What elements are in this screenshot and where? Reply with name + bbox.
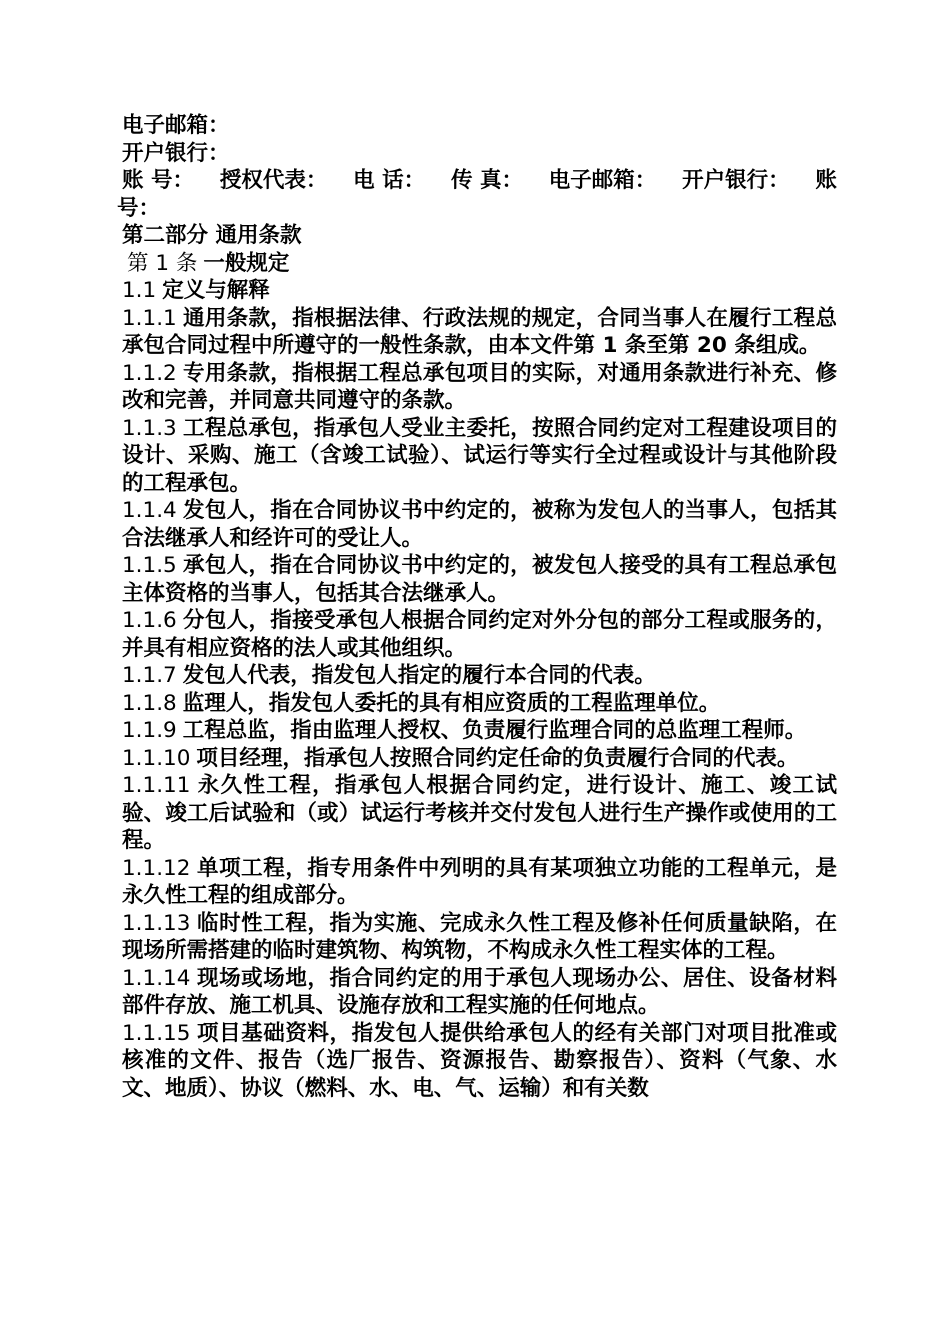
contact-fields-row bbox=[117, 167, 837, 195]
clause-item bbox=[117, 745, 837, 773]
part-title: 第二部分 通用条款 bbox=[122, 223, 302, 248]
bank-label-2: 开户银行： bbox=[682, 168, 790, 193]
clause-text: 现场或场地，指合同约定的用于承包人现场办公、居住、设备材料部件存放、施工机具、设施存放和工程实施的任何地点。 bbox=[122, 965, 837, 1018]
clause-item bbox=[117, 662, 837, 690]
clause-item bbox=[117, 855, 837, 910]
clause-number: 1.1.15 bbox=[122, 1020, 191, 1046]
authorized-rep-label: 授权代表： bbox=[219, 168, 328, 193]
section-title: 定义与解释 bbox=[162, 278, 270, 303]
clause-number: 1.1.12 bbox=[122, 855, 191, 881]
article-number: 第 1 条 bbox=[127, 250, 198, 276]
article-heading bbox=[117, 250, 837, 278]
clause-text: 单项工程，指专用条件中列明的具有某项独立功能的工程单元，是永久性工程的组成部分。 bbox=[122, 855, 837, 908]
clause-number: 1.1.10 bbox=[122, 745, 191, 771]
clause-text: 项目基础资料，指发包人提供给承包人的经有关部门对项目批准或核准的文件、报告（选厂报告、资源报告、勘察报告）、资料（气象、水文、地质）、协议（燃料、水、电、气、运输）和有关数 bbox=[122, 1020, 837, 1101]
clause-item bbox=[117, 552, 837, 607]
clause-text: 承包人，指在合同协议书中约定的，被发包人接受的具有工程总承包主体资格的当事人，包括其合法继承人。 bbox=[122, 553, 837, 606]
clause-item bbox=[117, 360, 837, 415]
clause-item bbox=[117, 690, 837, 718]
account-label-2: 账 bbox=[815, 168, 837, 193]
clause-text: 分包人，指接受承包人根据合同约定对外分包的部分工程或服务的，并具有相应资格的法人或其他组织。 bbox=[122, 608, 837, 661]
clause-number: 1.1.8 bbox=[122, 690, 177, 716]
clause-number: 1.1.6 bbox=[122, 608, 177, 633]
clause-item bbox=[117, 1020, 837, 1103]
clause-text: 项目经理，指承包人按照合同约定任命的负责履行合同的代表。 bbox=[196, 745, 799, 771]
clause-item bbox=[117, 607, 837, 662]
clause-item bbox=[117, 305, 837, 360]
article-title: 一般规定 bbox=[203, 250, 290, 276]
clause-text: 发包人，指在合同协议书中约定的，被称为发包人的当事人，包括其合法继承人和经许可的受让人。 bbox=[122, 498, 837, 551]
clause-number: 1.1.5 bbox=[122, 553, 177, 578]
clause-number: 1.1.11 bbox=[122, 773, 191, 798]
email-label: 电子邮箱： bbox=[122, 113, 230, 138]
section-number: 1.1 bbox=[122, 278, 157, 303]
clause-item bbox=[117, 717, 837, 745]
bank-label: 开户银行： bbox=[122, 140, 230, 166]
clause-number: 1.1.7 bbox=[122, 663, 177, 688]
fax-label: 传 真： bbox=[450, 168, 523, 193]
clause-text: 通用条款，指根据法律、行政法规的规定，合同当事人在履行工程总承包合同过程中所遵守的一般性条款，由本文件第 1 条至第 20 条组成。 bbox=[122, 305, 837, 358]
clause-item bbox=[117, 772, 837, 855]
clause-item bbox=[117, 965, 837, 1020]
clause-text: 专用条款，指根据工程总承包项目的实际，对通用条款进行补充、修改和完善，并同意共同遵守的条款。 bbox=[122, 360, 837, 413]
clause-text: 发包人代表，指发包人指定的履行本合同的代表。 bbox=[182, 663, 656, 688]
clause-text: 工程总承包，指承包人受业主委托，按照合同约定对工程建设项目的设计、采购、施工（含竣工试验）、试运行等实行全过程或设计与其他阶段的工程承包。 bbox=[122, 415, 837, 496]
clause-text: 永久性工程，指承包人根据合同约定，进行设计、施工、竣工试验、竣工后试验和（或）试运行考核并交付发包人进行生产操作或使用的工程。 bbox=[122, 773, 837, 853]
clause-number: 1.1.4 bbox=[122, 498, 177, 523]
clause-item bbox=[117, 910, 837, 965]
account-label: 账 号： bbox=[122, 168, 194, 193]
clause-item bbox=[117, 497, 837, 552]
clause-list bbox=[117, 305, 837, 1103]
clause-text: 临时性工程，指为实施、完成永久性工程及修补任何质量缺陷，在现场所需搭建的临时建筑物、构筑物，不构成永久性工程实体的工程。 bbox=[122, 910, 837, 963]
clause-number: 1.1.2 bbox=[122, 360, 177, 386]
clause-number: 1.1.9 bbox=[122, 718, 177, 743]
clause-number: 1.1.1 bbox=[122, 305, 177, 331]
account-label-wrap: 号： bbox=[117, 195, 161, 221]
section-heading bbox=[117, 277, 837, 305]
clause-number: 1.1.3 bbox=[122, 415, 177, 441]
clause-number: 1.1.14 bbox=[122, 965, 191, 991]
clause-item bbox=[117, 415, 837, 498]
document-page bbox=[117, 112, 837, 1102]
email-label-2: 电子邮箱： bbox=[548, 168, 657, 193]
clause-text: 监理人，指发包人委托的具有相应资质的工程监理单位。 bbox=[182, 690, 721, 716]
clause-number: 1.1.13 bbox=[122, 910, 191, 936]
clause-text: 工程总监，指由监理人授权、负责履行监理合同的总监理工程师。 bbox=[182, 718, 807, 743]
phone-label: 电 话： bbox=[353, 168, 426, 193]
